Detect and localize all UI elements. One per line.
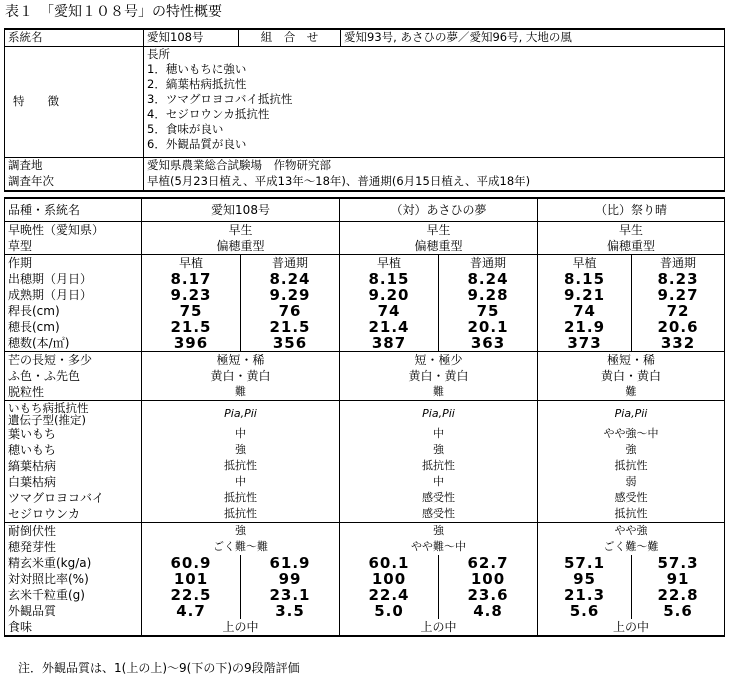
cell: 強 <box>340 442 538 458</box>
row-label: 穂発芽性 <box>5 539 142 555</box>
features-line: 長所 <box>147 46 170 61</box>
cell: 332 <box>632 335 725 352</box>
cell: 難 <box>340 384 538 401</box>
cell: 強 <box>340 523 538 540</box>
row-label: ツマグロヨコバイ <box>5 490 142 506</box>
row-label: 穂長(cm) <box>5 319 142 335</box>
cell: 22.5 <box>142 587 241 603</box>
features-line: 4．セジロウンカ抵抗性 <box>147 106 270 121</box>
row-label: セジロウンカ <box>5 506 142 523</box>
cell: 早植 <box>340 255 439 272</box>
cell: 57.1 <box>538 555 632 571</box>
lineage-value: 愛知108号 <box>144 29 239 46</box>
features-line: 5．食味が良い <box>147 121 224 136</box>
features-label: 特 徴 <box>5 46 144 157</box>
table-footnote: 注．外観品質は、1(上の上)～9(下の下)の9段階評価 <box>18 661 300 675</box>
cell: やや強～中 <box>538 426 725 442</box>
features-line: 1．穂いもちに強い <box>147 61 247 76</box>
cell: 抵抗性 <box>538 458 725 474</box>
cell: 75 <box>142 303 241 319</box>
cell: 60.9 <box>142 555 241 571</box>
cell: 22.4 <box>340 587 439 603</box>
cell: 100 <box>439 571 538 587</box>
cell: 75 <box>439 303 538 319</box>
cell: 8.24 <box>241 271 340 287</box>
cell: 感受性 <box>340 506 538 523</box>
cell: 72 <box>632 303 725 319</box>
features-list <box>144 46 725 157</box>
row-label-line: 遺伝子型(推定) <box>8 413 86 426</box>
cell: 363 <box>439 335 538 352</box>
cell: 61.9 <box>241 555 340 571</box>
cell: やや強 <box>538 523 725 540</box>
cell: 強 <box>538 442 725 458</box>
cell: 極短・稀 <box>538 352 725 369</box>
row-label: 穂数(本/㎡) <box>5 335 142 352</box>
cell: 21.4 <box>340 319 439 335</box>
cell: 9.27 <box>632 287 725 303</box>
year-value: 早植(5月23日植え、平成13年～18年)、普通期(6月15日植え、平成18年) <box>144 174 725 191</box>
lineage-label: 系統名 <box>5 29 144 46</box>
cell: 9.28 <box>439 287 538 303</box>
cell: 弱 <box>538 474 725 490</box>
site-label: 調査地 <box>5 157 144 174</box>
cell: 偏穂重型 <box>538 238 725 255</box>
cell: 9.23 <box>142 287 241 303</box>
cell: 黄白・黄白 <box>538 368 725 384</box>
cell: 難 <box>142 384 340 401</box>
characteristics-table <box>4 197 725 637</box>
row-label: 食味 <box>5 619 142 636</box>
cross-label: 組 合 せ <box>239 29 341 46</box>
cell: 8.15 <box>538 271 632 287</box>
cell: 中 <box>142 426 340 442</box>
cell: 感受性 <box>538 490 725 506</box>
row-label: 縞葉枯病 <box>5 458 142 474</box>
cell: 356 <box>241 335 340 352</box>
cell: Pia,Pii <box>538 401 725 427</box>
cell: やや難～中 <box>340 539 538 555</box>
cell: 373 <box>538 335 632 352</box>
cell: 99 <box>241 571 340 587</box>
row-label: 穂いもち <box>5 442 142 458</box>
cell: 396 <box>142 335 241 352</box>
cell: 387 <box>340 335 439 352</box>
year-label: 調査年次 <box>5 174 144 191</box>
row-label: 白葉枯病 <box>5 474 142 490</box>
cell: 8.24 <box>439 271 538 287</box>
cell: 3.5 <box>241 603 340 619</box>
cell: 上の中 <box>538 619 725 636</box>
variety-header: （対）あさひの夢 <box>340 198 538 222</box>
cell: 普通期 <box>241 255 340 272</box>
cell: 9.20 <box>340 287 439 303</box>
cell: 早生 <box>340 222 538 239</box>
features-line: 2．縞葉枯病抵抗性 <box>147 76 247 91</box>
cell: 早生 <box>142 222 340 239</box>
cell: ごく難～難 <box>538 539 725 555</box>
summary-table <box>4 28 725 192</box>
row-label: 対対照比率(%) <box>5 571 142 587</box>
cell: 上の中 <box>142 619 340 636</box>
row-label: ふ色・ふ先色 <box>5 368 142 384</box>
cell: 早生 <box>538 222 725 239</box>
cell: 極短・稀 <box>142 352 340 369</box>
cell: 21.5 <box>142 319 241 335</box>
cell: 短・極少 <box>340 352 538 369</box>
cell: 4.8 <box>439 603 538 619</box>
cell: 23.1 <box>241 587 340 603</box>
cell: 早植 <box>142 255 241 272</box>
row-label-line: いもち病抵抗性 <box>8 401 89 415</box>
cell: 抵抗性 <box>142 458 340 474</box>
features-line: 6．外観品質が良い <box>147 136 247 151</box>
cell: 8.15 <box>340 271 439 287</box>
row-label: 草型 <box>5 238 142 255</box>
cell: 普通期 <box>439 255 538 272</box>
cell: 難 <box>538 384 725 401</box>
cell: 5.0 <box>340 603 439 619</box>
cell: ごく難～難 <box>142 539 340 555</box>
cell: 抵抗性 <box>142 490 340 506</box>
table-title: 表１ 「愛知１０８号」の特性概要 <box>5 4 222 20</box>
cell: 中 <box>340 426 538 442</box>
cell: 9.29 <box>241 287 340 303</box>
row-label: 早晩性（愛知県） <box>5 222 142 239</box>
cell: 76 <box>241 303 340 319</box>
cell: 黄白・黄白 <box>142 368 340 384</box>
cell: 抵抗性 <box>340 458 538 474</box>
cell: 20.1 <box>439 319 538 335</box>
site-value: 愛知県農業総合試験場 作物研究部 <box>144 157 725 174</box>
cell: 23.6 <box>439 587 538 603</box>
cell: 100 <box>340 571 439 587</box>
cell: 抵抗性 <box>538 506 725 523</box>
cell: 101 <box>142 571 241 587</box>
cell: 偏穂重型 <box>142 238 340 255</box>
cell: 普通期 <box>632 255 725 272</box>
header-label: 品種・系統名 <box>5 198 142 222</box>
cell: 4.7 <box>142 603 241 619</box>
cell: 95 <box>538 571 632 587</box>
cell: 20.6 <box>632 319 725 335</box>
cell: 9.21 <box>538 287 632 303</box>
row-label: 稈長(cm) <box>5 303 142 319</box>
row-label: 作期 <box>5 255 142 272</box>
features-line: 3．ツマグロヨコバイ抵抗性 <box>147 91 293 106</box>
cell: 中 <box>340 474 538 490</box>
cell: 74 <box>538 303 632 319</box>
row-label: 葉いもち <box>5 426 142 442</box>
row-label: 精玄米重(kg/a) <box>5 555 142 571</box>
row-label: 外観品質 <box>5 603 142 619</box>
row-label: 出穂期（月日） <box>5 271 142 287</box>
variety-header: 愛知108号 <box>142 198 340 222</box>
cell: 偏穂重型 <box>340 238 538 255</box>
row-label-blast-gene <box>5 401 142 427</box>
cell: 62.7 <box>439 555 538 571</box>
cell: 抵抗性 <box>142 506 340 523</box>
row-label: 成熟期（月日） <box>5 287 142 303</box>
cell: 5.6 <box>632 603 725 619</box>
cell: 22.8 <box>632 587 725 603</box>
cell: 黄白・黄白 <box>340 368 538 384</box>
cell: 21.3 <box>538 587 632 603</box>
variety-header: （比）祭り晴 <box>538 198 725 222</box>
cell: Pia,Pii <box>142 401 340 427</box>
cell: 8.17 <box>142 271 241 287</box>
cell: Pia,Pii <box>340 401 538 427</box>
cell: 強 <box>142 523 340 540</box>
cell: 感受性 <box>340 490 538 506</box>
cell: 8.23 <box>632 271 725 287</box>
cell: 91 <box>632 571 725 587</box>
cross-value: 愛知93号, あさひの夢／愛知96号, 大地の風 <box>341 29 725 46</box>
cell: 中 <box>142 474 340 490</box>
cell: 57.3 <box>632 555 725 571</box>
cell: 21.5 <box>241 319 340 335</box>
cell: 74 <box>340 303 439 319</box>
cell: 21.9 <box>538 319 632 335</box>
row-label: 耐倒伏性 <box>5 523 142 540</box>
cell: 5.6 <box>538 603 632 619</box>
row-label: 芒の長短・多少 <box>5 352 142 369</box>
cell: 上の中 <box>340 619 538 636</box>
row-label: 脱粒性 <box>5 384 142 401</box>
cell: 強 <box>142 442 340 458</box>
cell: 60.1 <box>340 555 439 571</box>
cell: 早植 <box>538 255 632 272</box>
row-label: 玄米千粒重(g) <box>5 587 142 603</box>
